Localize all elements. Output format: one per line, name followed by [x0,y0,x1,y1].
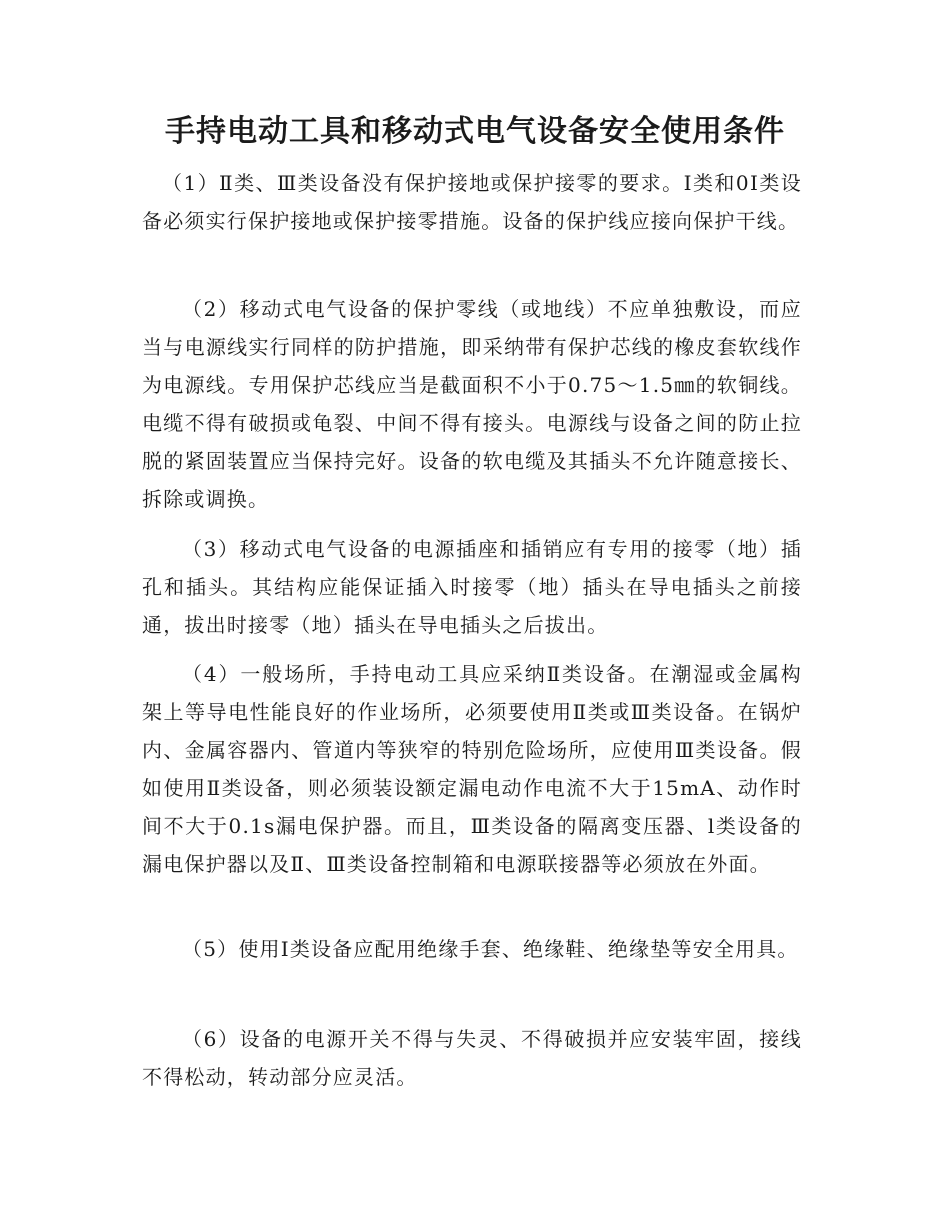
paragraph-3: （3）移动式电气设备的电源插座和插销应有专用的接零（地）插孔和插头。其结构应能保证插入时接零（地）插头在导电插头之前接通，拔出时接零（地）插头在导电插头之后拔出。 [142,537,802,637]
paragraph-1: （1）Ⅱ类、Ⅲ类设备没有保护接地或保护接零的要求。Ⅰ类和0Ⅰ类设备必须实行保护接地或保护接零措施。设备的保护线应接向保护干线。 [142,171,802,233]
paragraph-2: （2）移动式电气设备的保护零线（或地线）不应单独敷设，而应当与电源线实行同样的防护措施，即采纳带有保护芯线的橡皮套软线作为电源线。专用保护芯线应当是截面积不小于0.75～1.5㎜的软铜线。电缆不得有破损或龟裂、中间不得有接头。电源线与设备之间的防止拉脱的紧固装置应当保持完好。设备的软电缆及其插头不允许随意接长、拆除或调换。 [142,297,802,511]
paragraph-5: （5）使用Ⅰ类设备应配用绝缘手套、绝缘鞋、绝缘垫等安全用具。 [182,937,799,961]
page-title: 手持电动工具和移动式电气设备安全使用条件 [165,114,785,149]
paragraph-6: （6）设备的电源开关不得与失灵、不得破损并应安装牢固，接线不得松动，转动部分应灵活。 [142,1027,802,1089]
paragraph-4: （4）一般场所，手持电动工具应采纳Ⅱ类设备。在潮湿或金属构架上等导电性能良好的作业场所，必须要使用Ⅱ类或Ⅲ类设备。在锅炉内、金属容器内、管道内等狭窄的特别危险场所，应使用Ⅲ类设备。假如使用Ⅱ类设备，则必须装设额定漏电动作电流不大于15mA、动作时间不大于0.1s漏电保护器。而且，Ⅲ类设备的隔离变压器、l类设备的漏电保护器以及Ⅱ、Ⅲ类设备控制箱和电源联接器等必须放在外面。 [142,662,802,876]
